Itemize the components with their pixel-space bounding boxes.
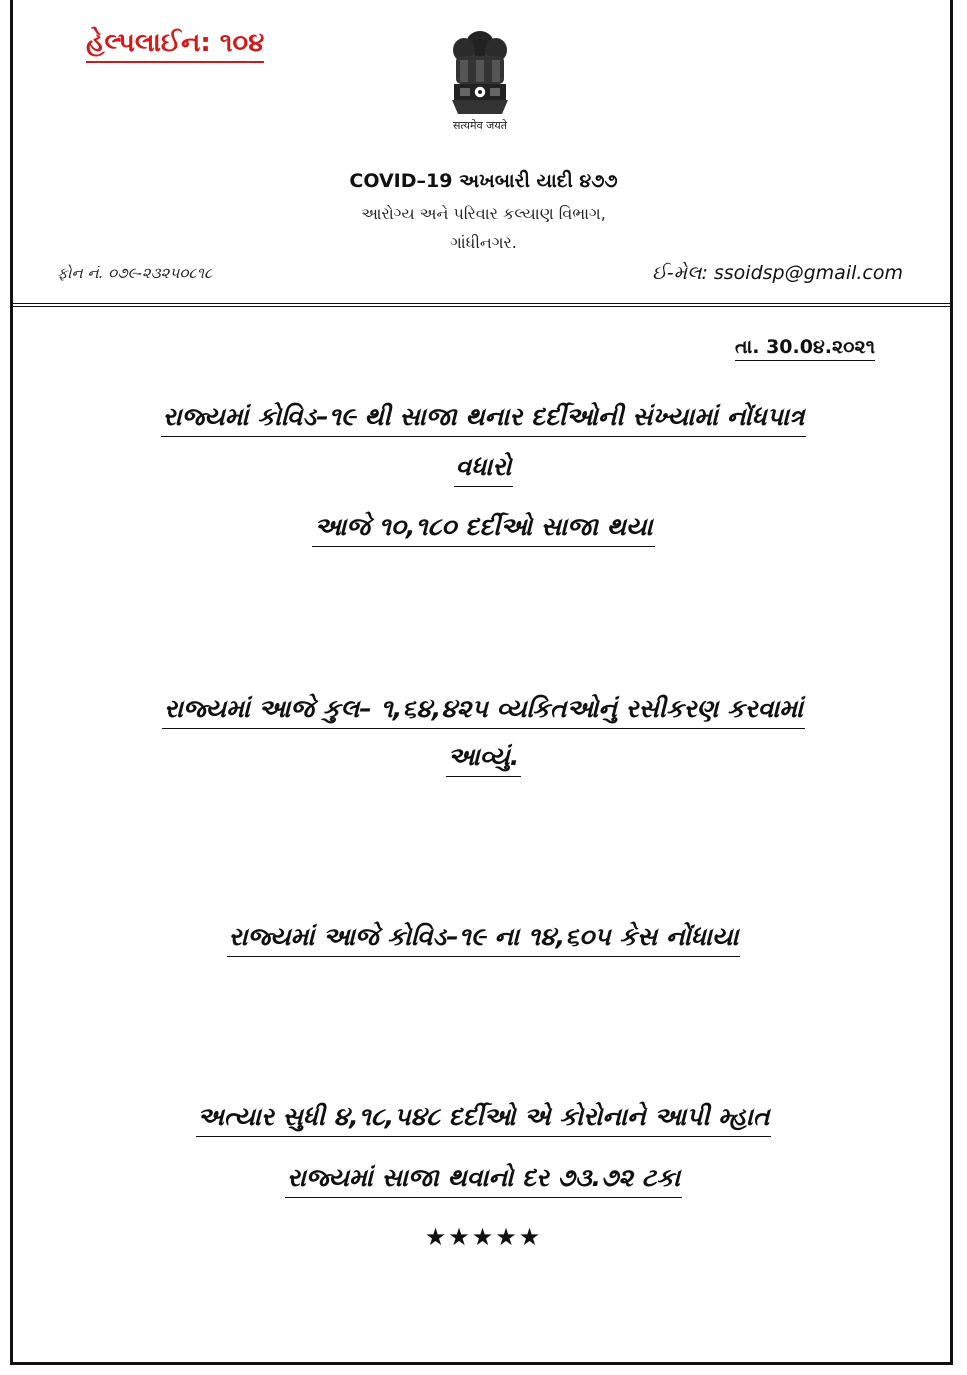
headline-recoveries-line2: વધારો xyxy=(454,452,514,487)
headline-total-recovered-wrap xyxy=(0,1102,967,1137)
headline-recovery-rate: રાજ્યમાં સાજા થવાનો દર ૭૩.૭૨ ટકા xyxy=(285,1163,682,1198)
phone-number: ફોન નં. ૦૭૯-૨૩૨૫૦૮૧૮ xyxy=(57,264,213,282)
headline-vaccination-line2-wrap xyxy=(0,742,967,777)
department-name: આરોગ્ય અને પરિવાર કલ્યાણ વિભાગ, xyxy=(361,204,606,223)
headline-recovered-today-wrap xyxy=(0,512,967,547)
headline-recoveries-line1-wrap xyxy=(0,402,967,437)
headline-vaccination-line1: રાજ્યમાં આજે કુલ– ૧,૬૪,૪૨૫ વ્યકિતઓનું રસીકરણ કરવામાં xyxy=(162,694,805,729)
headline-recoveries-line2-wrap xyxy=(0,452,967,487)
end-stars: ★★★★★ xyxy=(424,1223,543,1251)
headline-total-recovered: અત્યાર સુધી ૪,૧૮,૫૪૮ દર્દીઓ એ કોરોનાને આપી મ્હાત xyxy=(196,1102,772,1137)
emblem-motto: सत्यमेव जयते xyxy=(452,119,507,132)
email-address: ઈ-મેલ: ssoidsp@gmail.com xyxy=(652,262,903,284)
press-release-title: COVID–19 અખબારી યાદી ૪૭૭ xyxy=(349,170,618,192)
helpline-number: હેલ્પલાઈન: ૧૦૪ xyxy=(86,28,264,63)
headline-new-cases-wrap xyxy=(0,922,967,957)
headline-new-cases: રાજ્યમાં આજે કોવિડ–૧૯ ના ૧૪,૬૦૫ કેસ નોંધાયા xyxy=(227,922,741,957)
headline-recoveries-line1: રાજ્યમાં કોવિડ–૧૯ થી સાજા થનાર દર્દીઓની સંખ્યામાં નોંધપાત્ર xyxy=(161,402,807,437)
header-divider xyxy=(10,303,953,307)
headline-recovery-rate-wrap xyxy=(0,1163,967,1198)
headline-vaccination-line1-wrap xyxy=(0,694,967,729)
release-date: તા. 30.0૪.૨૦૨૧ xyxy=(735,336,875,361)
headline-vaccination-line2: આવ્યું. xyxy=(446,742,521,777)
city-name: ગાંધીનગર. xyxy=(450,233,517,252)
headline-recovered-today: આજે ૧૦,૧૮૦ દર્દીઓ સાજા થયા xyxy=(312,512,654,547)
